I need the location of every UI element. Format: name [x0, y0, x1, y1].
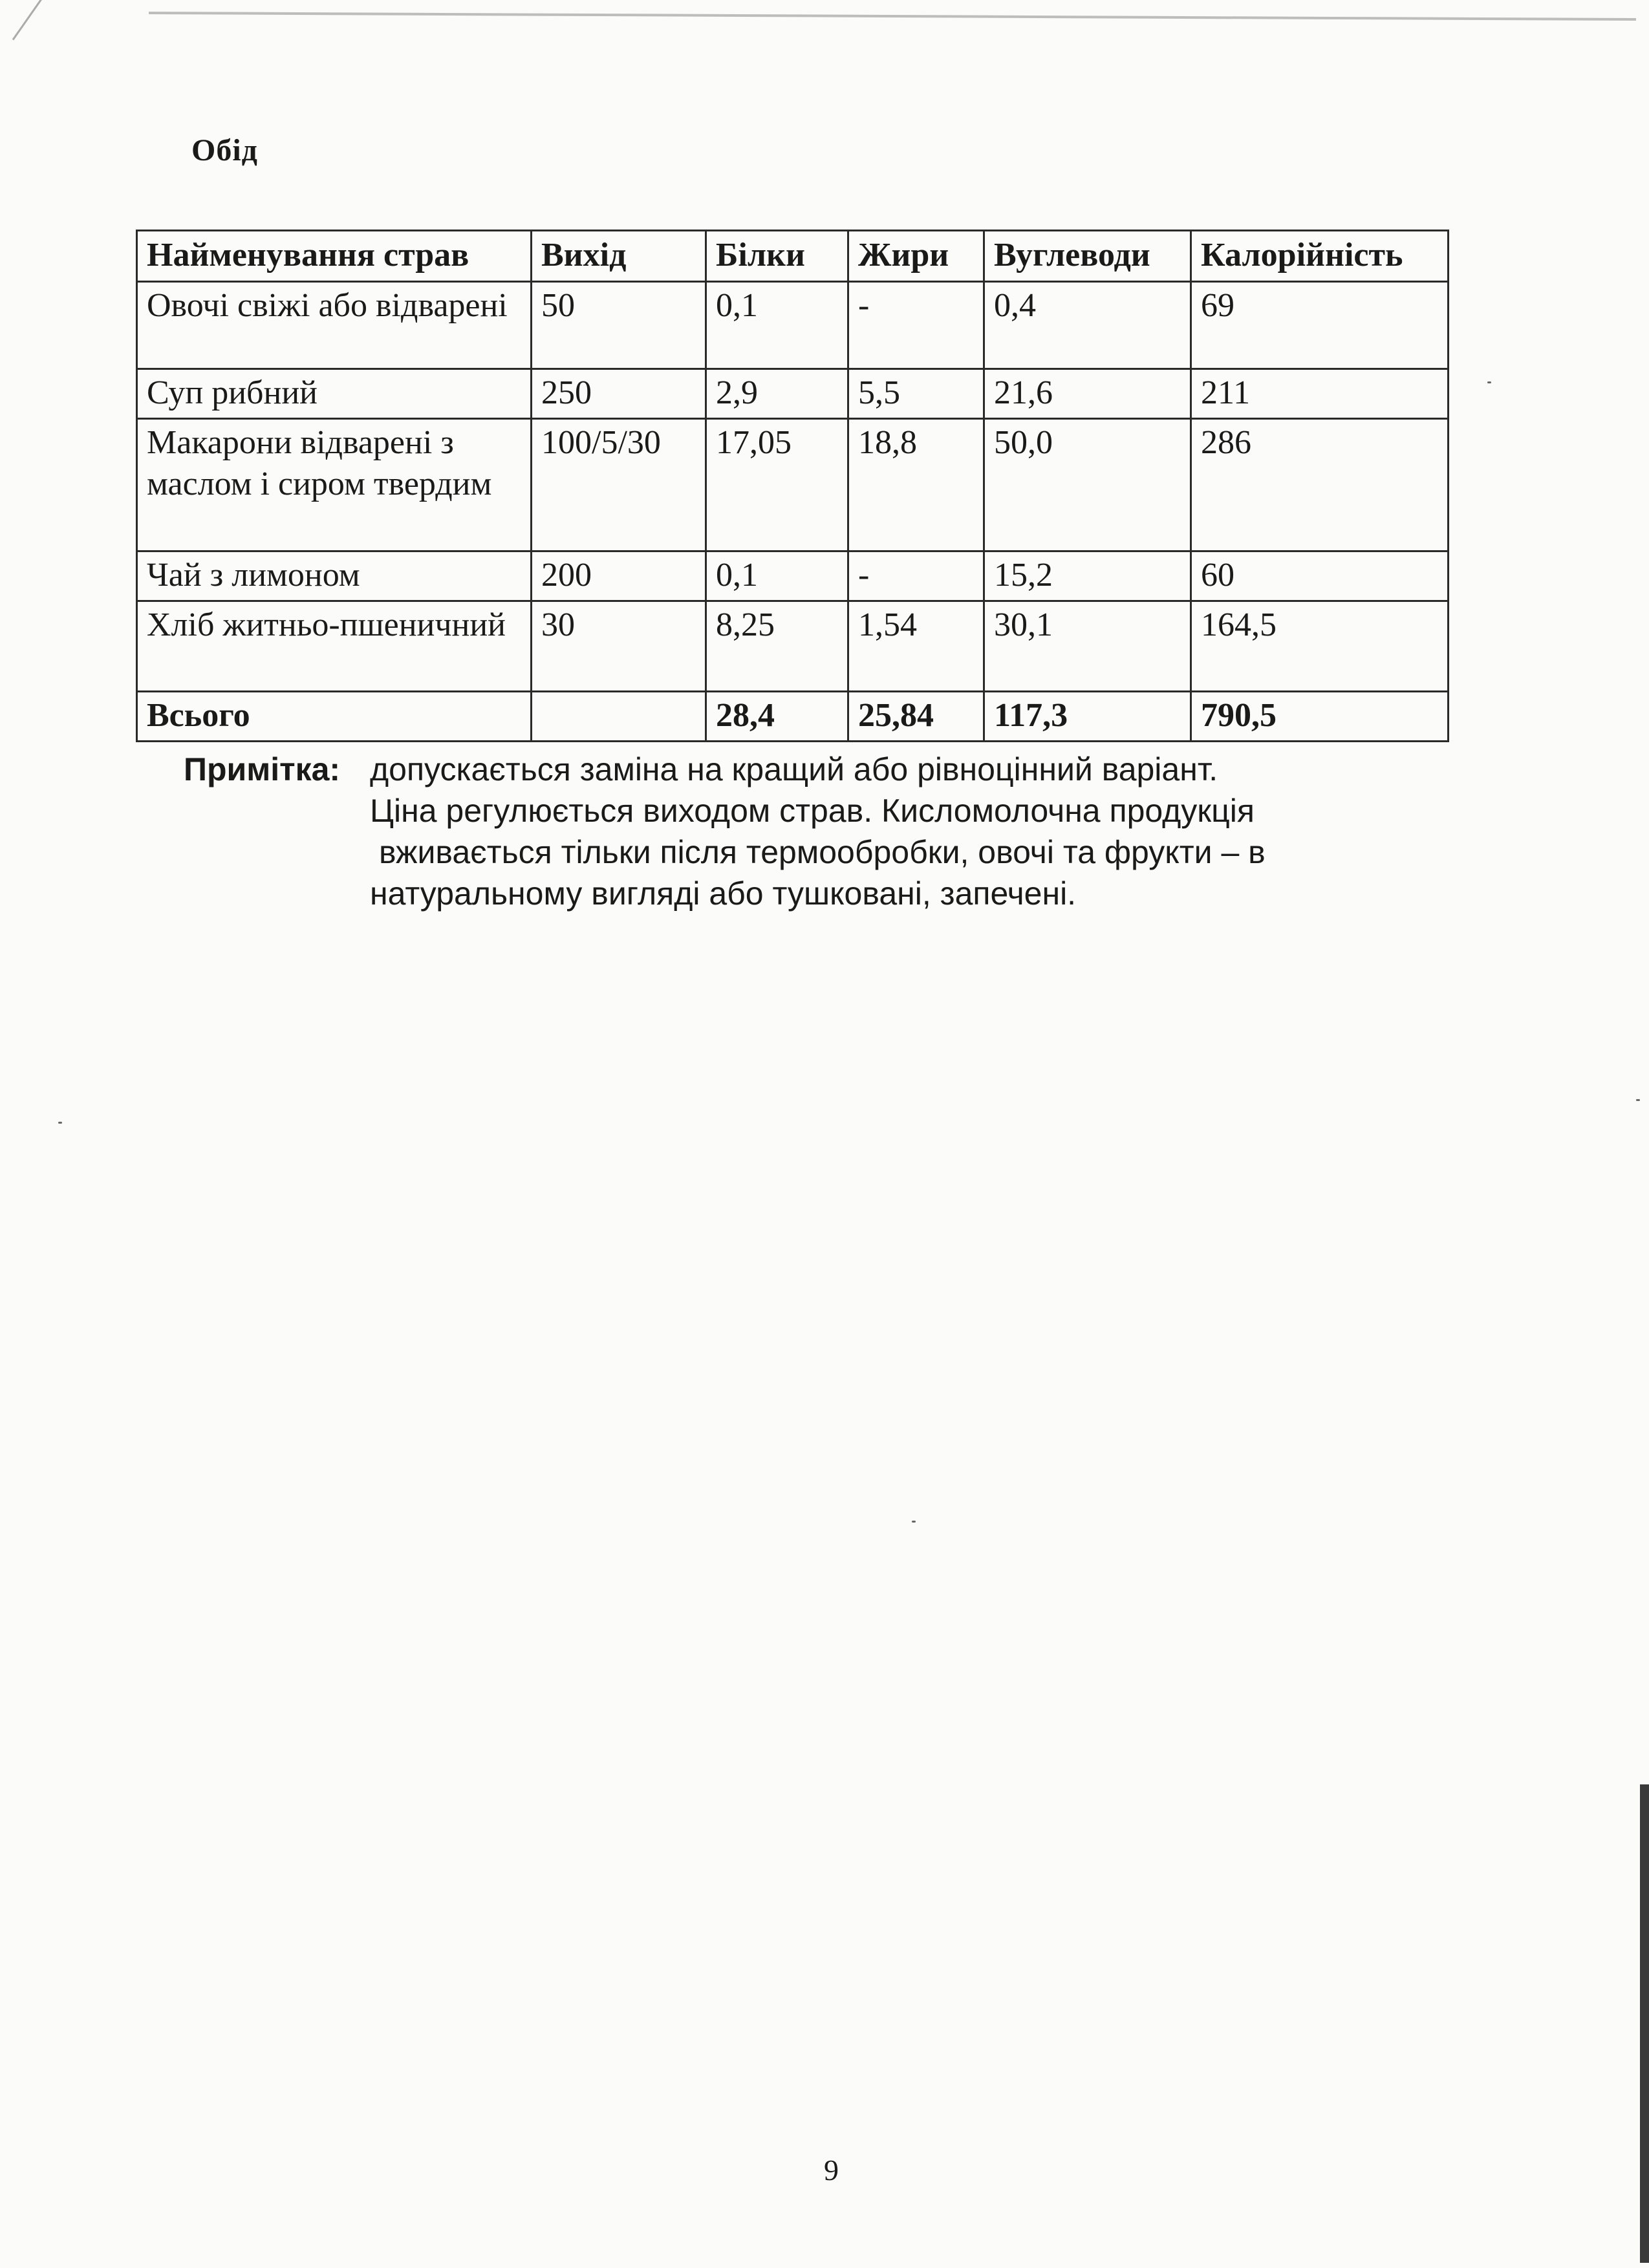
scan-corner-mark: [12, 0, 111, 40]
scan-right-edge: [1640, 1784, 1649, 2263]
scan-edge-line: [149, 12, 1636, 21]
cell-fats: -: [848, 551, 984, 601]
cell-fats: 5,5: [848, 369, 984, 419]
table-total-row: [137, 692, 1449, 742]
cell-fats: 18,8: [848, 419, 984, 551]
cell-total-proteins: 28,4: [706, 692, 848, 742]
cell-proteins: 0,1: [706, 551, 848, 601]
cell-total-carbs: 117,3: [984, 692, 1191, 742]
header-fats: Жири: [848, 231, 984, 282]
note-label: Примітка:: [184, 751, 341, 787]
header-carbs: Вуглеводи: [984, 231, 1191, 282]
cell-dish-name: Хліб житньо-пшеничний: [137, 601, 532, 692]
cell-proteins: 0,1: [706, 282, 848, 369]
note-line: Ціна регулюється виходом страв. Кисломолочна продукція: [370, 793, 1255, 829]
cell-portion: 50: [532, 282, 706, 369]
cell-proteins: 8,25: [706, 601, 848, 692]
header-dish-name: Найменування страв: [137, 231, 532, 282]
cell-calories: 69: [1191, 282, 1449, 369]
section-title: Обід: [191, 133, 258, 167]
cell-portion: 30: [532, 601, 706, 692]
cell-total-label: Всього: [137, 692, 532, 742]
cell-proteins: 17,05: [706, 419, 848, 551]
table-row: [137, 601, 1449, 692]
cell-dish-name: Макарони відварені з маслом і сиром твердим: [137, 419, 532, 551]
cell-portion: 250: [532, 369, 706, 419]
cell-carbs: 21,6: [984, 369, 1191, 419]
table-header-row: [137, 231, 1449, 282]
cell-calories: 60: [1191, 551, 1449, 601]
cell-dish-name: Чай з лимоном: [137, 551, 532, 601]
cell-dish-name: Суп рибний: [137, 369, 532, 419]
nutrition-table: [136, 230, 1449, 742]
cell-fats: 1,54: [848, 601, 984, 692]
cell-carbs: 15,2: [984, 551, 1191, 601]
scan-speck: [912, 1521, 916, 1523]
cell-proteins: 2,9: [706, 369, 848, 419]
note-line: натуральному вигляді або тушковані, запечені.: [370, 875, 1077, 912]
header-portion: Вихід: [532, 231, 706, 282]
scan-speck: [1636, 1099, 1640, 1101]
note-line: вживається тільки після термообробки, овочі та фрукти – в: [379, 834, 1266, 870]
note-line: допускається заміна на кращий або рівноцінний варіант.: [370, 751, 1218, 787]
page-number: 9: [824, 2154, 839, 2187]
cell-fats: -: [848, 282, 984, 369]
cell-portion: 200: [532, 551, 706, 601]
scan-speck: [1487, 381, 1491, 383]
table-row: [137, 551, 1449, 601]
table-row: [137, 369, 1449, 419]
cell-portion: 100/5/30: [532, 419, 706, 551]
cell-carbs: 0,4: [984, 282, 1191, 369]
header-proteins: Білки: [706, 231, 848, 282]
cell-carbs: 50,0: [984, 419, 1191, 551]
cell-carbs: 30,1: [984, 601, 1191, 692]
header-calories: Калорійність: [1191, 231, 1449, 282]
table-row: [137, 282, 1449, 369]
cell-total-portion: [532, 692, 706, 742]
cell-calories: 164,5: [1191, 601, 1449, 692]
cell-calories: 286: [1191, 419, 1449, 551]
cell-total-fats: 25,84: [848, 692, 984, 742]
cell-calories: 211: [1191, 369, 1449, 419]
cell-total-calories: 790,5: [1191, 692, 1449, 742]
cell-dish-name: Овочі свіжі або відварені: [137, 282, 532, 369]
table-row: [137, 419, 1449, 551]
scan-speck: [58, 1122, 62, 1124]
